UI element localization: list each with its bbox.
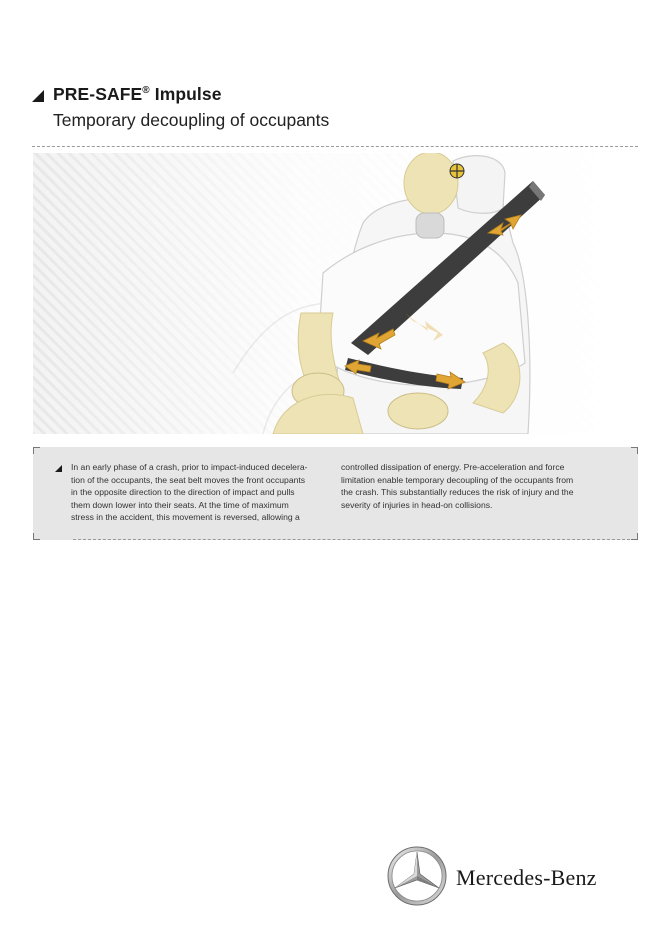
bullet-triangle-icon xyxy=(55,465,62,472)
corner-mark-top-right xyxy=(631,447,638,454)
text-line: them down lower into their seats. At the time of maximum xyxy=(71,499,289,510)
text-line: in the opposite direction to the direction of impact and pulls xyxy=(71,487,295,498)
crash-illustration xyxy=(33,153,638,434)
bottom-divider xyxy=(73,539,630,540)
corner-mark-bottom-left xyxy=(33,533,40,540)
page-title-suffix: Impulse xyxy=(149,84,222,104)
text-line: In an early phase of a crash, prior to impact-induced decelera- xyxy=(71,462,308,472)
page-title-text: PRE-SAFE xyxy=(53,84,143,104)
three-pointed-star-icon xyxy=(386,845,448,907)
text-column-1 xyxy=(71,461,333,524)
title-row xyxy=(32,84,222,105)
page-subtitle: Temporary decoupling of occupants xyxy=(53,110,330,130)
page-title xyxy=(53,84,222,105)
crash-dummy-illustration-icon xyxy=(33,153,638,434)
text-line: controlled dissipation of energy. Pre-acceleration and force xyxy=(341,462,565,472)
brand-wordmark: Mercedes-Benz xyxy=(456,865,597,890)
description-box xyxy=(33,447,638,540)
corner-mark-top-left xyxy=(33,447,40,454)
text-line: severity of injuries in head-on collisions. xyxy=(341,499,493,510)
text-column-2 xyxy=(341,461,631,511)
section-triangle-icon xyxy=(32,90,44,102)
corner-mark-bottom-right xyxy=(631,533,638,540)
registered-mark: ® xyxy=(142,85,150,97)
text-line: stress in the accident, this movement is reversed, allowing a xyxy=(71,512,300,523)
text-line: the crash. This substantially reduces the risk of injury and the xyxy=(341,487,574,498)
text-line: tion of the occupants, the seat belt moves the front occupants xyxy=(71,474,306,485)
title-block xyxy=(32,84,330,130)
top-divider xyxy=(32,146,638,147)
mercedes-benz-logo xyxy=(386,845,626,907)
text-line: limitation enable temporary decoupling of the occupants from xyxy=(341,474,574,485)
